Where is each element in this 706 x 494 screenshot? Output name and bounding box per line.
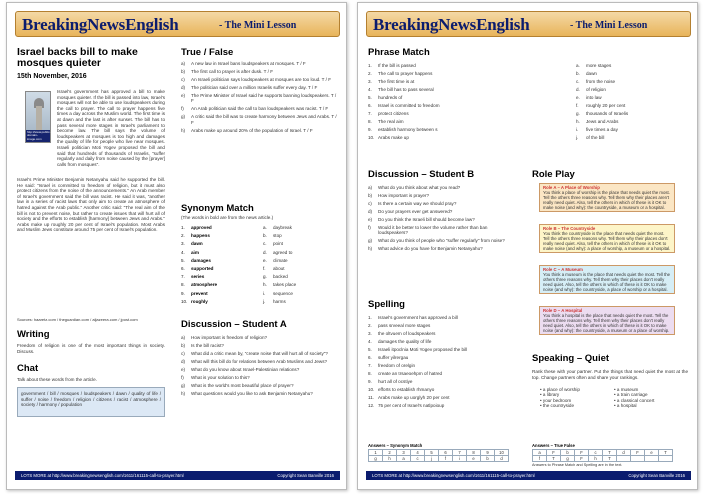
list-item: 9. establish harmony between s <box>368 127 438 132</box>
list-item: f. roughly 20 per cent <box>576 103 626 108</box>
phrase-right-list <box>576 63 691 143</box>
list-item: d) What will this bill do for relations between Arab Muslims and Jews? <box>181 359 328 364</box>
list-item: 6. Israel is committed to freedom <box>368 103 440 108</box>
role-card-a: Role A – A Place of Worship You think a place of worship is the place that needs quiet the most. Tell the others three reasons why. Tell them why their places aren't really need quiet. Also, tell the others in which of these is it OK to make noise (and why): the countryside, a museum or a hospital. <box>539 183 675 212</box>
list-item: e) The Prime Minister of Israel said he supports banning loudspeakers. T / F <box>181 93 337 104</box>
phrase-left-list <box>368 63 558 143</box>
list-item: • the countryside <box>540 403 575 409</box>
roleplay-box <box>532 183 684 343</box>
list-item: d. of religion <box>576 87 606 92</box>
list-item: e) What do you know about Israel-Palestinian relations? <box>181 367 300 372</box>
article-paragraph-1a: Israel's government has approved a bill to make mosques quieter. If the bill is passed into law, Israel's mosques will not be able to use loudspeakers during the call to prayer. The call to prayer happens five times a day across the Muslim world. The first time is at dawn and the last is after sunset. The bill has to pass several more stages in Israel's parliament to become law. The bill says the volume of loudspeakers at mosques is too high and damages the quality of life for people who live near mosques. Israeli politician Moti Yogev proposed the bill and said that hundreds of thousands of Israelis, "suffer regularly and daily from noise caused by the [prayer] calls from mosques". <box>57 89 165 167</box>
chat-heading: Chat <box>17 363 39 374</box>
footer-link[interactable]: LOTS MORE at http://www.breakingnewsenglish.com/1611/161115-call-to-prayer.html <box>21 473 184 478</box>
list-item: h) What advice do you have for Benjamin Netanyahu? <box>368 246 483 252</box>
true-false-heading: True / False <box>181 47 234 58</box>
photo-caption: http://www.public-domain-image.com <box>27 129 51 141</box>
list-item: • your bedroom <box>540 397 572 403</box>
list-item: j. of the bill <box>576 135 605 140</box>
list-item: 8. create an trsaeoehpm of hatred <box>368 371 443 376</box>
answers-tf-title: Answers – True False <box>532 443 575 448</box>
list-item: b) The first call to prayer is after dusk. T / F <box>181 69 274 74</box>
page-footer <box>366 471 691 480</box>
page-footer <box>15 471 340 480</box>
speaking-items <box>540 387 688 409</box>
list-item: b. dawn <box>576 71 597 76</box>
role-card-c: Role C – A Museum You think a museum is the place that needs quiet the most. Tell the others three reasons why. Tell them why their places don't really need quiet. Also, tell the others in which of these is it OK to make noise (and why): the countryside, a place of worship or a hospital. <box>539 265 675 294</box>
list-item: e. into law <box>576 95 602 100</box>
answers-synonym-table: 1 2 3 4 5 6 7 8 9 10 g h a c j f i e b d <box>368 449 509 462</box>
spelling-heading: Spelling <box>368 299 405 310</box>
list-item: 7. protect citizens <box>368 111 409 116</box>
list-item: 1. If the bill is passed <box>368 63 416 68</box>
list-item: e) Do you think the Israeli bill should become law? <box>368 217 475 222</box>
role-card-d: Role D – A Hospital You think a hospital is the place that needs quiet the most. Tell the others three reasons why. Tell them why their places don't really need quiet. Also, tell the others in which of these is it OK to make noise (and why): the countryside, a museum or a place of worship. <box>539 306 675 335</box>
footer-copyright: Copyright Sean Banville 2016 <box>277 473 334 478</box>
header-banner <box>366 11 691 37</box>
list-item: g) What is the world's most beautiful place of prayer? <box>181 383 294 388</box>
list-item: d) The politician said over a million Israelis suffer every day. T / F <box>181 85 318 90</box>
list-item: f) An Arab politician said the call to ban loudspeakers was racist. T / F <box>181 106 329 112</box>
list-item: • a library <box>540 392 560 398</box>
article-paragraph-2: Israel's Prime Minister Benjamin Netanyahu said he supported the bill. He said: "Israel is committed to freedom of religion, but it must also protect citizens from the noise of the announcements." An Arab member of Israel's government said the bill was racist. He said it was, "another law in a series of racist laws that only aim to create an atmosphere of hatred against the Arab public." Another critic said: "The real aim of the bill is not to prevent noise, but rather to create issues that will hurt all of society and the efforts to establish [harmony] between Jews and Arabs." Arabs make up roughly 20 per cent of Israel's population. Most Arabs and Muslim Jews constitute around 75 per cent of Israel's population. <box>17 177 165 233</box>
list-item: h) What questions would you like to ask Benjamin Netanyahu? <box>181 391 313 396</box>
discussion-b-heading: Discussion – Student B <box>368 169 475 180</box>
role-card-b: Role B – The Countryside You think the countryside is the place that needs quiet the most. Tell the others three reasons why. Tell them why their places don't really need quiet. Also, tell the others in which of these is it OK to make noise (and why): a place of worship, a museum or a hospital. <box>539 224 675 253</box>
writing-heading: Writing <box>17 329 50 340</box>
list-item: 11. Arabs make up uorglyh 20 per cent <box>368 395 450 400</box>
list-item: 7. freedom of orelgin <box>368 363 416 368</box>
list-item: b) How important is prayer? <box>368 193 430 198</box>
discussion-a-heading: Discussion – Student A <box>181 319 287 330</box>
answers-tf-table: a F b F c T d F e T f T g F h T <box>532 449 673 462</box>
brand-title: BreakingNewsEnglish <box>373 15 530 34</box>
chat-words: government / bill / mosques / loudspeakers / dawn / quality of life / suffer / noise / freedom / religion / citizens / racist / atmosphere / society / harmony / population <box>21 391 161 408</box>
list-item: b) Is the bill racist? <box>181 343 224 348</box>
speaking-instruction: Rank these with your partner. Put the things that need quiet the most at the top. Change partners often and share your rankings. <box>532 369 688 380</box>
chat-words-box <box>17 387 165 417</box>
list-item: 10. Arabs make up <box>368 135 409 140</box>
list-item: 10. efforts to establish rhmanyo <box>368 387 435 392</box>
mosque-photo <box>25 91 51 143</box>
worksheet-page-2 <box>357 2 698 490</box>
discussion-b-list <box>368 185 518 254</box>
true-false-list <box>181 61 337 136</box>
list-item: g) What do you think of people who "suffer regularly" from noise? <box>368 238 505 244</box>
list-item: 4. damages the quality of life <box>368 339 432 344</box>
list-item: 2. pass srveeal more stages <box>368 323 431 328</box>
list-item: h) Arabs make up around 20% of the population of Israel. T / F <box>181 127 313 133</box>
article-sources: Sources: haaretz.com / theguardian.com / aljazeera.com / jpost.com <box>17 317 138 322</box>
article-title: Israel backs bill to make mosques quieter <box>17 46 138 69</box>
article-date: 15th November, 2016 <box>17 73 87 80</box>
list-item: c) An Israeli politician says loudspeakers at mosques are too loud. T / F <box>181 77 332 82</box>
list-item: 2. The call to prayer happens <box>368 71 433 76</box>
answers-synonym-title: Answers – Synonym Match <box>368 443 423 448</box>
synonym-heading: Synonym Match <box>181 203 254 214</box>
synonym-note: (The words in bold are from the news article.) <box>181 215 274 220</box>
list-item: a) How important is freedom of religion? <box>181 335 268 340</box>
answers-note: Answers to Phrase Match and Spelling are in the text. <box>532 463 623 467</box>
list-item: c) Is there a certain way we should pray? <box>368 201 457 206</box>
list-item: • a train carriage <box>614 392 648 398</box>
brand-subtitle: - The Mini Lesson <box>570 20 648 31</box>
list-item: 3. the oltvuem of loudspeakers <box>368 331 436 336</box>
list-item: f) Would it be better to lower the volume rather than ban loudspeakers? <box>368 225 488 236</box>
roleplay-heading: Role Play <box>532 169 575 180</box>
list-item: g. thousands of Israelis <box>576 111 629 116</box>
list-item: • a classical concert <box>614 397 655 403</box>
list-item: c) What did a critic mean by, "create noise that will hurt all of society"? <box>181 351 328 356</box>
list-item: 8. The real aim <box>368 119 404 124</box>
chat-instruction: Talk about these words from the article. <box>17 377 97 382</box>
footer-copyright: Copyright Sean Banville 2016 <box>628 473 685 478</box>
synonym-right-column: a. daybreak b. stop c. point d. agreed to e. climate f. about g. backed h. takes place i. sequence j. harms <box>263 225 297 304</box>
list-item: a) A new law in Israel bans loudspeakers at mosques. T / F <box>181 61 306 66</box>
list-item: • a place of worship <box>540 387 580 392</box>
list-item: d) Do your prayers ever get answered? <box>368 209 453 214</box>
list-item: f) What is your solution to this? <box>181 375 250 380</box>
list-item: c. from the noise <box>576 79 616 84</box>
list-item: i. five times a day <box>576 127 618 132</box>
header-banner <box>15 11 340 37</box>
list-item: 1. Israel's government has approved a bill <box>368 315 458 320</box>
list-item: 12. 75 per cent of Israel's natlpoioup <box>368 403 445 408</box>
list-item: h. Jews and Arabs <box>576 119 619 124</box>
list-item: 5. Israeli itpoclnia Moti Yogev proposed the bill <box>368 347 468 352</box>
list-item: 3. The first time is at <box>368 79 415 84</box>
worksheet-page-1 <box>6 2 347 490</box>
spelling-list <box>368 315 518 411</box>
list-item: a) What do you think about what you read? <box>368 185 461 190</box>
list-item: 9. hurt all of ocstiye <box>368 379 413 384</box>
list-item: • a museum <box>614 387 639 392</box>
synonym-left-column: 1. approved 2. happens 3. dawn 4. aim 5. damages 6. supported 7. series 8. atmosphere 9. prevent 10. roughly <box>181 225 218 304</box>
list-item: • a hospital <box>614 403 637 409</box>
list-item: a. more stages <box>576 63 612 68</box>
list-item: 5. hundreds of <box>368 95 403 100</box>
speaking-heading: Speaking – Quiet <box>532 353 610 364</box>
list-item: 6. suffer yilrergau <box>368 355 409 360</box>
phrase-heading: Phrase Match <box>368 47 430 58</box>
writing-prompt: Freedom of religion is one of the most important things in society. Discuss. <box>17 343 165 354</box>
list-item: 4. The bill has to pass several <box>368 87 434 92</box>
brand-subtitle: - The Mini Lesson <box>219 20 297 31</box>
brand-title: BreakingNewsEnglish <box>22 15 179 34</box>
footer-link[interactable]: LOTS MORE at http://www.breakingnewsenglish.com/1611/161115-call-to-prayer.html <box>372 473 535 478</box>
list-item: g) A critic said the bill was to create harmony between Jews and Arabs. T / F <box>181 114 337 125</box>
discussion-a-list <box>181 335 337 399</box>
